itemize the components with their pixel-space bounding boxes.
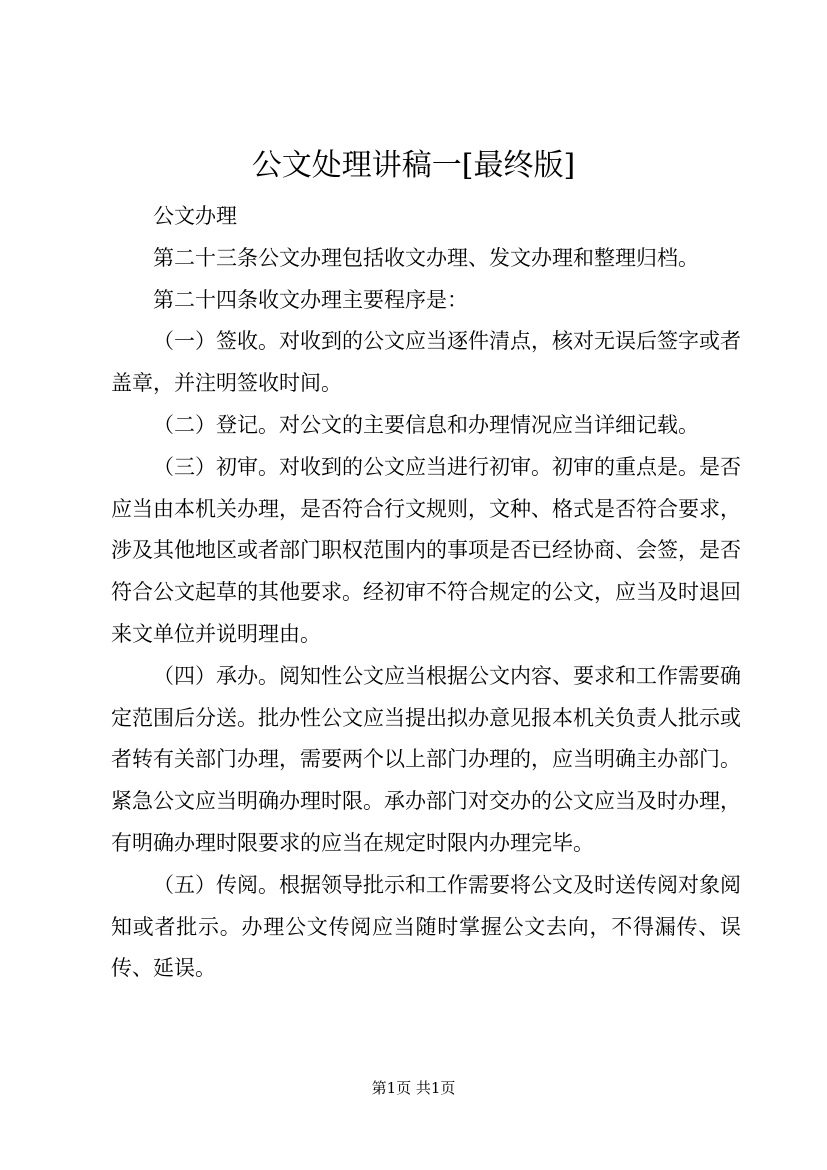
page-footer: 第1页 共1页 [371, 1079, 456, 1097]
paragraph-undertake: （四）承办。阅知性公文应当根据公文内容、要求和工作需要确定范围后分送。批办性公文应当提出拟办意见报本机关负责人批示或者转有关部门办理，需要两个以上部门办理的，应当明确主办部门。紧急公文应当明确办理时限。承办部门对交办的公文应当及时办理，有明确办理时限要求的应当在规定时限内办理完毕。 [111, 663, 741, 855]
paragraph-register: （二）登记。对公文的主要信息和办理情况应当详细记载。 [153, 412, 699, 437]
paragraph-article-23: 第二十三条公文办理包括收文办理、发文办理和整理归档。 [153, 245, 699, 270]
document-title: 公文处理讲稿一[最终版] [251, 148, 576, 183]
document-body [111, 196, 741, 990]
paragraph-circulate: （五）传阅。根据领导批示和工作需要将公文及时送传阅对象阅知或者批示。办理公文传阅应当随时掌握公文去向，不得漏传、误传、延误。 [111, 872, 741, 981]
paragraph-heading: 公文办理 [153, 204, 237, 228]
paragraph-sign-receipt: （一）签收。对收到的公文应当逐件清点，核对无误后签字或者盖章，并注明签收时间。 [111, 329, 741, 396]
paragraph-initial-review: （三）初审。对收到的公文应当进行初审。初审的重点是。是否应当由本机关办理，是否符合行文规则，文种、格式是否符合要求，涉及其他地区或者部门职权范围内的事项是否已经协商、会签，是否符合公文起草的其他要求。经初审不符合规定的公文，应当及时退回来文单位并说明理由。 [111, 454, 741, 646]
paragraph-article-24: 第二十四条收文办理主要程序是： [153, 287, 468, 312]
